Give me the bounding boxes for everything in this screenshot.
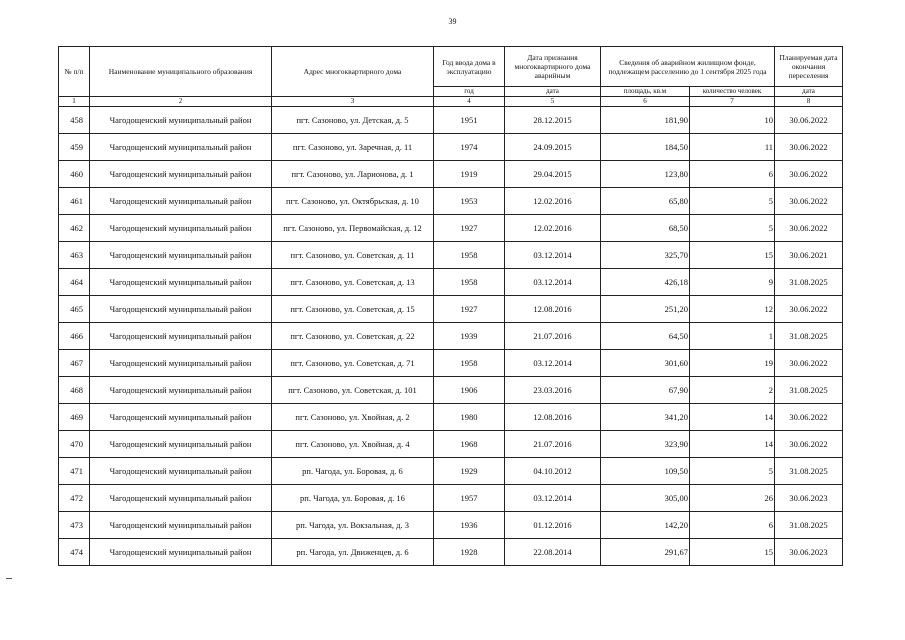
cell-planned-end: 30.06.2022 [775,296,843,323]
cell-planned-end: 31.08.2025 [775,512,843,539]
table-row [59,404,843,431]
column-index: 5 [505,97,601,107]
cell-recognition-date: 23.03.2016 [505,377,601,404]
cell-year-built: 1957 [434,485,505,512]
cell-num: 466 [59,323,90,350]
cell-area: 181,90 [601,107,690,134]
cell-num: 465 [59,296,90,323]
table-row [59,458,843,485]
cell-area: 109,50 [601,458,690,485]
column-index: 3 [272,97,434,107]
column-index: 8 [775,97,843,107]
column-index: 4 [434,97,505,107]
cell-year-built: 1958 [434,350,505,377]
cell-planned-end: 30.06.2021 [775,242,843,269]
table-row [59,350,843,377]
cell-planned-end: 30.06.2022 [775,188,843,215]
cell-recognition-date: 24.09.2015 [505,134,601,161]
cell-num: 471 [59,458,90,485]
cell-num: 474 [59,539,90,566]
page-number: 39 [448,17,457,26]
table-row [59,161,843,188]
table-row [59,134,843,161]
cell-area: 184,50 [601,134,690,161]
cell-num: 462 [59,215,90,242]
cell-year-built: 1919 [434,161,505,188]
cell-planned-end: 30.06.2022 [775,404,843,431]
table-row [59,269,843,296]
cell-year-built: 1936 [434,512,505,539]
cell-recognition-date: 12.08.2016 [505,404,601,431]
cell-people-count: 14 [690,404,775,431]
cell-municipality: Чагодощенский муниципальный район [90,431,272,458]
cell-address: пгт. Сазоново, ул. Советская, д. 13 [272,269,434,296]
cell-address: рп. Чагода, ул. Боровая, д. 16 [272,485,434,512]
cell-year-built: 1928 [434,539,505,566]
cell-people-count: 1 [690,323,775,350]
column-index: 7 [690,97,775,107]
cell-area: 68,50 [601,215,690,242]
cell-area: 341,20 [601,404,690,431]
cell-municipality: Чагодощенский муниципальный район [90,269,272,296]
cell-people-count: 12 [690,296,775,323]
cell-year-built: 1968 [434,431,505,458]
cell-municipality: Чагодощенский муниципальный район [90,404,272,431]
cell-recognition-date: 03.12.2014 [505,485,601,512]
cell-address: рп. Чагода, ул. Вокзальная, д. 3 [272,512,434,539]
cell-year-built: 1953 [434,188,505,215]
cell-people-count: 2 [690,377,775,404]
header-year-built: Год ввода дома в эксплуатацию [434,47,505,87]
cell-recognition-date: 03.12.2014 [505,242,601,269]
table-row [59,512,843,539]
header-unit-people: количество человек [690,87,775,97]
column-index: 6 [601,97,690,107]
cell-area: 291,67 [601,539,690,566]
cell-address: пгт. Сазоново, ул. Первомайская, д. 12 [272,215,434,242]
header-fund-info: Сведения об аварийном жилищном фонде, подлежащем расселению до 1 сентября 2025 года [601,47,775,87]
cell-num: 472 [59,485,90,512]
cell-recognition-date: 28.12.2015 [505,107,601,134]
table-row [59,188,843,215]
table-row [59,107,843,134]
cell-area: 305,00 [601,485,690,512]
cell-num: 459 [59,134,90,161]
cell-recognition-date: 04.10.2012 [505,458,601,485]
emergency-housing-table [58,46,843,566]
cell-num: 473 [59,512,90,539]
header-unit-year: год [434,87,505,97]
cell-people-count: 6 [690,512,775,539]
cell-year-built: 1939 [434,323,505,350]
cell-address: пгт. Сазоново, ул. Октябрьская, д. 10 [272,188,434,215]
cell-municipality: Чагодощенский муниципальный район [90,107,272,134]
table-body [59,107,843,566]
cell-municipality: Чагодощенский муниципальный район [90,188,272,215]
header-unit-date2: дата [775,87,843,97]
cell-recognition-date: 12.02.2016 [505,215,601,242]
cell-num: 467 [59,350,90,377]
header-recognition-date: Дата признания многоквартирного дома аварийным [505,47,601,87]
cell-municipality: Чагодощенский муниципальный район [90,458,272,485]
cell-planned-end: 31.08.2025 [775,323,843,350]
cell-people-count: 14 [690,431,775,458]
cell-municipality: Чагодощенский муниципальный район [90,323,272,350]
cell-people-count: 11 [690,134,775,161]
cell-municipality: Чагодощенский муниципальный район [90,242,272,269]
cell-people-count: 5 [690,188,775,215]
cell-area: 323,90 [601,431,690,458]
cell-year-built: 1951 [434,107,505,134]
cell-recognition-date: 01.12.2016 [505,512,601,539]
cell-planned-end: 30.06.2022 [775,350,843,377]
column-index: 2 [90,97,272,107]
cell-area: 325,70 [601,242,690,269]
cell-municipality: Чагодощенский муниципальный район [90,485,272,512]
header-address: Адрес многоквартирного дома [272,47,434,97]
cell-num: 469 [59,404,90,431]
cell-address: пгт. Сазоново, ул. Советская, д. 22 [272,323,434,350]
cell-people-count: 5 [690,215,775,242]
table-row [59,215,843,242]
cell-address: пгт. Сазоново, ул. Советская, д. 71 [272,350,434,377]
cell-planned-end: 30.06.2023 [775,485,843,512]
cell-address: пгт. Сазоново, ул. Детская, д. 5 [272,107,434,134]
cell-area: 142,20 [601,512,690,539]
cell-municipality: Чагодощенский муниципальный район [90,161,272,188]
cell-recognition-date: 29.04.2015 [505,161,601,188]
cell-num: 460 [59,161,90,188]
table-row [59,296,843,323]
table-row [59,431,843,458]
table-row [59,377,843,404]
cell-year-built: 1980 [434,404,505,431]
table-row [59,323,843,350]
cell-area: 64,50 [601,323,690,350]
cell-planned-end: 30.06.2022 [775,107,843,134]
cell-address: пгт. Сазоново, ул. Хвойная, д. 2 [272,404,434,431]
cell-municipality: Чагодощенский муниципальный район [90,134,272,161]
column-index-row [59,97,843,107]
table-row [59,485,843,512]
cell-municipality: Чагодощенский муниципальный район [90,296,272,323]
cell-planned-end: 30.06.2022 [775,215,843,242]
cell-planned-end: 30.06.2022 [775,134,843,161]
cell-area: 67,90 [601,377,690,404]
column-index: 1 [59,97,90,107]
cell-recognition-date: 03.12.2014 [505,269,601,296]
cell-year-built: 1906 [434,377,505,404]
cell-year-built: 1974 [434,134,505,161]
margin-mark [6,578,12,579]
cell-planned-end: 31.08.2025 [775,458,843,485]
cell-year-built: 1927 [434,296,505,323]
cell-year-built: 1929 [434,458,505,485]
cell-municipality: Чагодощенский муниципальный район [90,377,272,404]
cell-num: 468 [59,377,90,404]
cell-people-count: 26 [690,485,775,512]
cell-recognition-date: 21.07.2016 [505,431,601,458]
cell-planned-end: 31.08.2025 [775,377,843,404]
cell-address: пгт. Сазоново, ул. Советская, д. 15 [272,296,434,323]
cell-municipality: Чагодощенский муниципальный район [90,539,272,566]
table-header [59,47,843,107]
cell-area: 65,80 [601,188,690,215]
cell-municipality: Чагодощенский муниципальный район [90,350,272,377]
header-municipality: Наименование муниципального образования [90,47,272,97]
cell-address: пгт. Сазоново, ул. Ларионова, д. 1 [272,161,434,188]
cell-address: пгт. Сазоново, ул. Заречная, д. 11 [272,134,434,161]
cell-recognition-date: 21.07.2016 [505,323,601,350]
cell-people-count: 15 [690,539,775,566]
cell-address: рп. Чагода, ул. Движенцев, д. 6 [272,539,434,566]
cell-municipality: Чагодощенский муниципальный район [90,512,272,539]
cell-num: 464 [59,269,90,296]
cell-people-count: 10 [690,107,775,134]
cell-num: 458 [59,107,90,134]
header-unit-date: дата [505,87,601,97]
cell-num: 470 [59,431,90,458]
cell-planned-end: 30.06.2022 [775,161,843,188]
cell-area: 123,80 [601,161,690,188]
table-row [59,539,843,566]
cell-area: 301,60 [601,350,690,377]
cell-year-built: 1958 [434,242,505,269]
cell-people-count: 6 [690,161,775,188]
cell-people-count: 5 [690,458,775,485]
cell-recognition-date: 12.08.2016 [505,296,601,323]
cell-people-count: 9 [690,269,775,296]
cell-people-count: 15 [690,242,775,269]
cell-planned-end: 30.06.2022 [775,431,843,458]
header-num: № п/п [59,47,90,97]
header-planned-end: Планируемая дата окончания переселения [775,47,843,87]
cell-recognition-date: 12.02.2016 [505,188,601,215]
cell-area: 426,18 [601,269,690,296]
cell-recognition-date: 03.12.2014 [505,350,601,377]
cell-address: рп. Чагода, ул. Боровая, д. 6 [272,458,434,485]
cell-people-count: 19 [690,350,775,377]
cell-address: пгт. Сазоново, ул. Советская, д. 101 [272,377,434,404]
cell-recognition-date: 22.08.2014 [505,539,601,566]
cell-municipality: Чагодощенский муниципальный район [90,215,272,242]
cell-num: 463 [59,242,90,269]
cell-year-built: 1927 [434,215,505,242]
table-row [59,242,843,269]
cell-planned-end: 30.06.2023 [775,539,843,566]
cell-area: 251,20 [601,296,690,323]
cell-address: пгт. Сазоново, ул. Хвойная, д. 4 [272,431,434,458]
cell-planned-end: 31.08.2025 [775,269,843,296]
header-unit-area: площадь, кв.м [601,87,690,97]
cell-address: пгт. Сазоново, ул. Советская, д. 11 [272,242,434,269]
cell-num: 461 [59,188,90,215]
cell-year-built: 1958 [434,269,505,296]
